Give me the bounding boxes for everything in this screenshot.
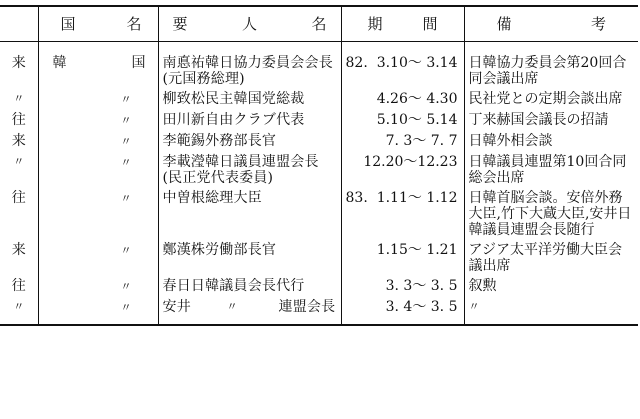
country-cell: 〃 (38, 241, 158, 277)
header-period: 期 間 (341, 6, 464, 42)
person-cell: 鄭漢株労働部長官 (158, 241, 341, 277)
visits-table (0, 5, 638, 326)
direction-cell: 往 (11, 112, 26, 128)
person-cell: 田川新自由クラブ代表 (158, 111, 341, 132)
direction-cell: 〃 (13, 155, 25, 168)
table-row (0, 189, 638, 241)
header-person: 要 人 名 (158, 6, 341, 42)
period-cell: 3. 3〜 3. 5 (341, 277, 464, 298)
note-cell: 日韓協力委員会第20回合同会議出席 (464, 42, 638, 91)
table-row (0, 153, 638, 189)
period-cell: 4.26〜 4.30 (341, 90, 464, 111)
person-cell: 南悳祐韓日協力委員会会長(元国務総理) (158, 42, 341, 91)
country-cell: 〃 (38, 111, 158, 132)
header-country: 国 名 (38, 6, 158, 42)
note-cell: 日韓議員連盟第10回合同総会出席 (464, 153, 638, 189)
country-cell: 〃 (38, 277, 158, 298)
header-direction (0, 6, 38, 42)
note-cell: 日韓首脳会談。安倍外務大臣,竹下大蔵大臣,安井日韓議員連盟会長随行 (464, 189, 638, 241)
period-cell: 5.10〜 5.14 (341, 111, 464, 132)
person-cell: 中曽根総理大臣 (158, 189, 341, 241)
period-cell: 3. 4〜 3. 5 (341, 298, 464, 325)
period-cell: 1.15〜 1.21 (341, 241, 464, 277)
direction-cell: 来 (11, 133, 26, 149)
country-cell: 韓 国 (38, 42, 158, 91)
country-cell: 〃 (38, 90, 158, 111)
period-cell: 7. 3〜 7. 7 (341, 132, 464, 153)
direction-cell: 往 (11, 278, 26, 294)
direction-cell: 〃 (13, 92, 25, 105)
table-row (0, 42, 638, 91)
header-note: 備 考 (464, 6, 638, 42)
country-cell: 〃 (38, 132, 158, 153)
note-cell: アジア太平洋労働大臣会議出席 (464, 241, 638, 277)
note-cell: 丁来赫国会議長の招請 (464, 111, 638, 132)
note-cell: 叙勲 (464, 277, 638, 298)
country-cell: 〃 (38, 189, 158, 241)
period-cell: 82. 3.10〜 3.14 (341, 42, 464, 91)
period-cell: 12.20〜12.23 (341, 153, 464, 189)
direction-cell: 往 (11, 190, 26, 206)
person-cell: 李載瀅韓日議員連盟会長(民正党代表委員) (158, 153, 341, 189)
person-cell: 春日日韓議員会長代行 (158, 277, 341, 298)
country-cell: 〃 (38, 298, 158, 325)
table-row (0, 298, 638, 325)
note-cell: 民社党との定期会談出席 (464, 90, 638, 111)
person-cell: 安井 〃 連盟会長 (158, 298, 341, 325)
header-row (0, 6, 638, 42)
table-row (0, 277, 638, 298)
table-row (0, 111, 638, 132)
note-cell: 〃 (464, 298, 638, 325)
direction-cell: 〃 (0, 298, 38, 325)
person-cell: 柳致松民主韓国党総裁 (158, 90, 341, 111)
table-row (0, 90, 638, 111)
direction-cell: 来 (11, 55, 26, 71)
table-row (0, 241, 638, 277)
note-cell: 日韓外相会談 (464, 132, 638, 153)
direction-cell: 来 (11, 242, 26, 258)
table-row (0, 132, 638, 153)
country-cell: 〃 (38, 153, 158, 189)
period-cell: 83. 1.11〜 1.12 (341, 189, 464, 241)
person-cell: 李範錫外務部長官 (158, 132, 341, 153)
